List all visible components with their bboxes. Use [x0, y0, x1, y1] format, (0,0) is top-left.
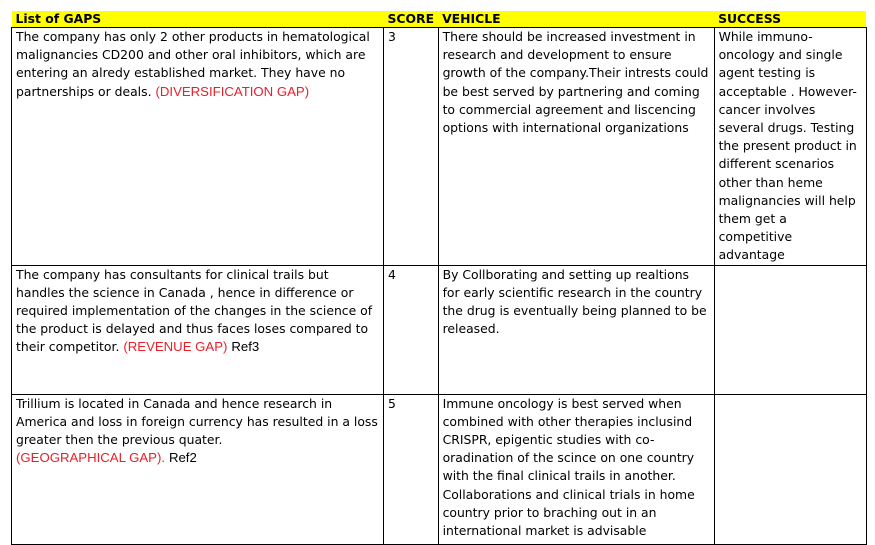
gap-type-label: (DIVERSIFICATION GAP)	[155, 83, 310, 99]
success-cell[interactable]	[714, 394, 866, 544]
vehicle-cell[interactable]: By Collborating and setting up realtions for early scientific research in the country the drug is eventually being planned to be released.	[438, 265, 714, 394]
table-row	[12, 265, 867, 394]
score-cell[interactable]: 4	[384, 265, 439, 394]
gap-type-label: (GEOGRAPHICAL GAP).	[16, 450, 165, 466]
vehicle-cell[interactable]: Immune oncology is best served when combined with other therapies inclusind CRISPR, epigentic studies with co-oradination of the scince on one country with the final clinical trails in another. Collaborations and clinical trials in home country prior to braching out in an international market is advisable	[438, 394, 714, 544]
gap-description: The company has consultants for clinical trails but handles the science in Canada , hence in difference or required implementation of the changes in the science of the product is delayed and thus faces loses compared to their competitor.	[16, 266, 373, 355]
success-cell[interactable]	[714, 265, 866, 394]
table-row	[12, 28, 867, 266]
score-cell[interactable]: 3	[384, 28, 439, 266]
reference-label: Ref3	[231, 339, 260, 355]
header-list-of-gaps[interactable]: List of GAPS	[12, 11, 384, 28]
gap-cell[interactable]	[12, 265, 384, 394]
vehicle-cell[interactable]: There should be increased investment in research and development to ensure growth of the company.Their intrests could be best served by partnering and coming to commercial agreement and liscencing options with international organizations	[438, 28, 714, 266]
gap-description: The company has only 2 other products in hematological malignancies CD200 and other oral inhibitors, which are entering an alredy established market. They have no partnerships or deals.	[16, 29, 370, 99]
success-cell[interactable]: While immuno-oncology and single agent testing is acceptable . However- cancer involves several drugs. Testing the present product in different scenarios other than heme malignancies will help them get a competitive advantage	[714, 28, 866, 266]
gap-analysis-table	[11, 11, 867, 545]
header-score[interactable]: SCORE	[384, 11, 439, 28]
table-row	[12, 394, 867, 544]
header-success[interactable]: SUCCESS	[714, 11, 866, 28]
header-row	[12, 11, 867, 28]
gap-cell[interactable]	[12, 394, 384, 544]
header-vehicle[interactable]: VEHICLE	[438, 11, 714, 28]
score-cell[interactable]: 5	[384, 394, 439, 544]
gap-type-label: (REVENUE GAP)	[123, 339, 228, 355]
reference-label: Ref2	[168, 450, 197, 466]
gap-description: Trillium is located in Canada and hence research in America and loss in foreign currency has resulted in a loss greater then the previous quater.	[16, 395, 378, 448]
gap-cell[interactable]	[12, 28, 384, 266]
